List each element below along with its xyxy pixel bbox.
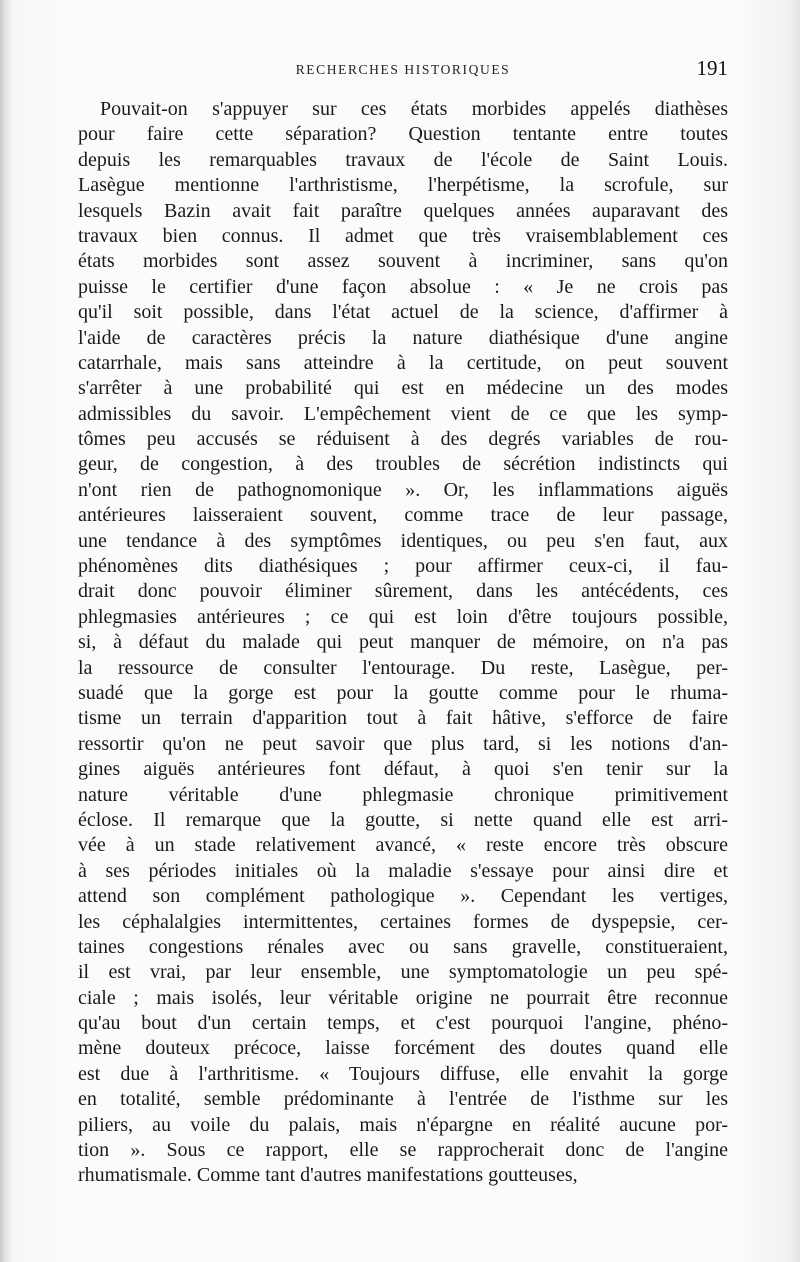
page-header — [78, 56, 728, 84]
text-line: phlegmasies antérieures ; ce qui est loin d'être toujours possible, — [78, 605, 728, 628]
text-line: qu'au bout d'un certain temps, et c'est pourquoi l'angine, phéno- — [78, 1012, 728, 1035]
text-line: mène douteux précoce, laisse forcément des doutes quand elle — [78, 1037, 728, 1060]
text-line: geur, de congestion, à des troubles de sécrétion indistincts qui — [78, 453, 728, 476]
running-head: RECHERCHES HISTORIQUES — [295, 62, 511, 77]
page-number: 191 — [696, 56, 728, 80]
text-line: à ses périodes initiales où la maladie s'essaye pour ainsi dire et — [78, 859, 728, 882]
text-line: si, à défaut du malade qui peut manquer de mémoire, on n'a pas — [78, 631, 728, 654]
text-line: lesquels Bazin avait fait paraître quelques années auparavant des — [78, 199, 728, 222]
text-line: admissibles du savoir. L'empêchement vient de ce que les symp- — [78, 402, 728, 425]
text-line: s'arrêter à une probabilité qui est en médecine un des modes — [78, 377, 728, 400]
text-line: vée à un stade relativement avancé, « reste encore très obscure — [78, 834, 728, 857]
text-line: qu'il soit possible, dans l'état actuel de la science, d'affirmer à — [78, 301, 728, 324]
text-line: l'aide de caractères précis la nature diathésique d'une angine — [78, 326, 728, 349]
text-line: drait donc pouvoir éliminer sûrement, dans les antécédents, ces — [78, 580, 728, 603]
text-line: une tendance à des symptômes identiques, ou peu s'en faut, aux — [78, 529, 728, 552]
text-line: tômes peu accusés se réduisent à des degrés variables de rou- — [78, 428, 728, 451]
text-line: phénomènes dits diathésiques ; pour affirmer ceux-ci, il fau- — [78, 555, 728, 578]
text-line: ressortir qu'on ne peut savoir que plus tard, si les notions d'an- — [78, 732, 728, 755]
text-line: est due à l'arthritisme. « Toujours diffuse, elle envahit la gorge — [78, 1062, 728, 1085]
text-line: antérieures laisseraient souvent, comme trace de leur passage, — [78, 504, 728, 527]
text-line: Lasègue mentionne l'arthristisme, l'herpétisme, la scrofule, sur — [78, 174, 728, 197]
text-line: les céphalalgies intermittentes, certaines formes de dyspepsie, cer- — [78, 910, 728, 933]
text-line: éclose. Il remarque que la goutte, si nette quand elle est arri- — [78, 808, 728, 831]
text-line: gines aiguës antérieures font défaut, à quoi s'en tenir sur la — [78, 758, 728, 781]
text-line: taines congestions rénales avec ou sans gravelle, constitueraient, — [78, 935, 728, 958]
text-line: ciale ; mais isolés, leur véritable origine ne pourrait être reconnue — [78, 986, 728, 1009]
text-line: depuis les remarquables travaux de l'école de Saint Louis. — [78, 148, 728, 171]
text-line: piliers, au voile du palais, mais n'épargne en réalité aucune por- — [78, 1113, 728, 1136]
text-line: puisse le certifier d'une façon absolue : « Je ne crois pas — [78, 275, 728, 298]
text-line: tisme un terrain d'apparition tout à fait hâtive, s'efforce de faire — [78, 707, 728, 730]
text-line: la ressource de consulter l'entourage. Du reste, Lasègue, per- — [78, 656, 728, 679]
text-line: tion ». Sous ce rapport, elle se rapprocherait donc de l'angine — [78, 1139, 728, 1162]
text-line: il est vrai, par leur ensemble, une symptomatologie un peu spé- — [78, 961, 728, 984]
body-text — [78, 97, 728, 1189]
text-line: catarrhale, mais sans atteindre à la certitude, on peut souvent — [78, 351, 728, 374]
text-line: nature véritable d'une phlegmasie chronique primitivement — [78, 783, 728, 806]
text-line: suadé que la gorge est pour la goutte comme pour le rhuma- — [78, 681, 728, 704]
text-line: états morbides sont assez souvent à incriminer, sans qu'on — [78, 250, 728, 273]
text-line: attend son complément pathologique ». Cependant les vertiges, — [78, 885, 728, 908]
text-line: Pouvait-on s'appuyer sur ces états morbides appelés diathèses — [100, 98, 728, 120]
text-line: pour faire cette séparation? Question tentante entre toutes — [78, 123, 728, 146]
text-line: n'ont rien de pathognomonique ». Or, les inflammations aiguës — [78, 478, 728, 501]
text-line: en totalité, semble prédominante à l'entrée de l'isthme sur les — [78, 1088, 728, 1111]
text-line: travaux bien connus. Il admet que très vraisemblablement ces — [78, 224, 728, 247]
text-line: rhumatismale. Comme tant d'autres manifestations goutteuses, — [78, 1164, 578, 1187]
